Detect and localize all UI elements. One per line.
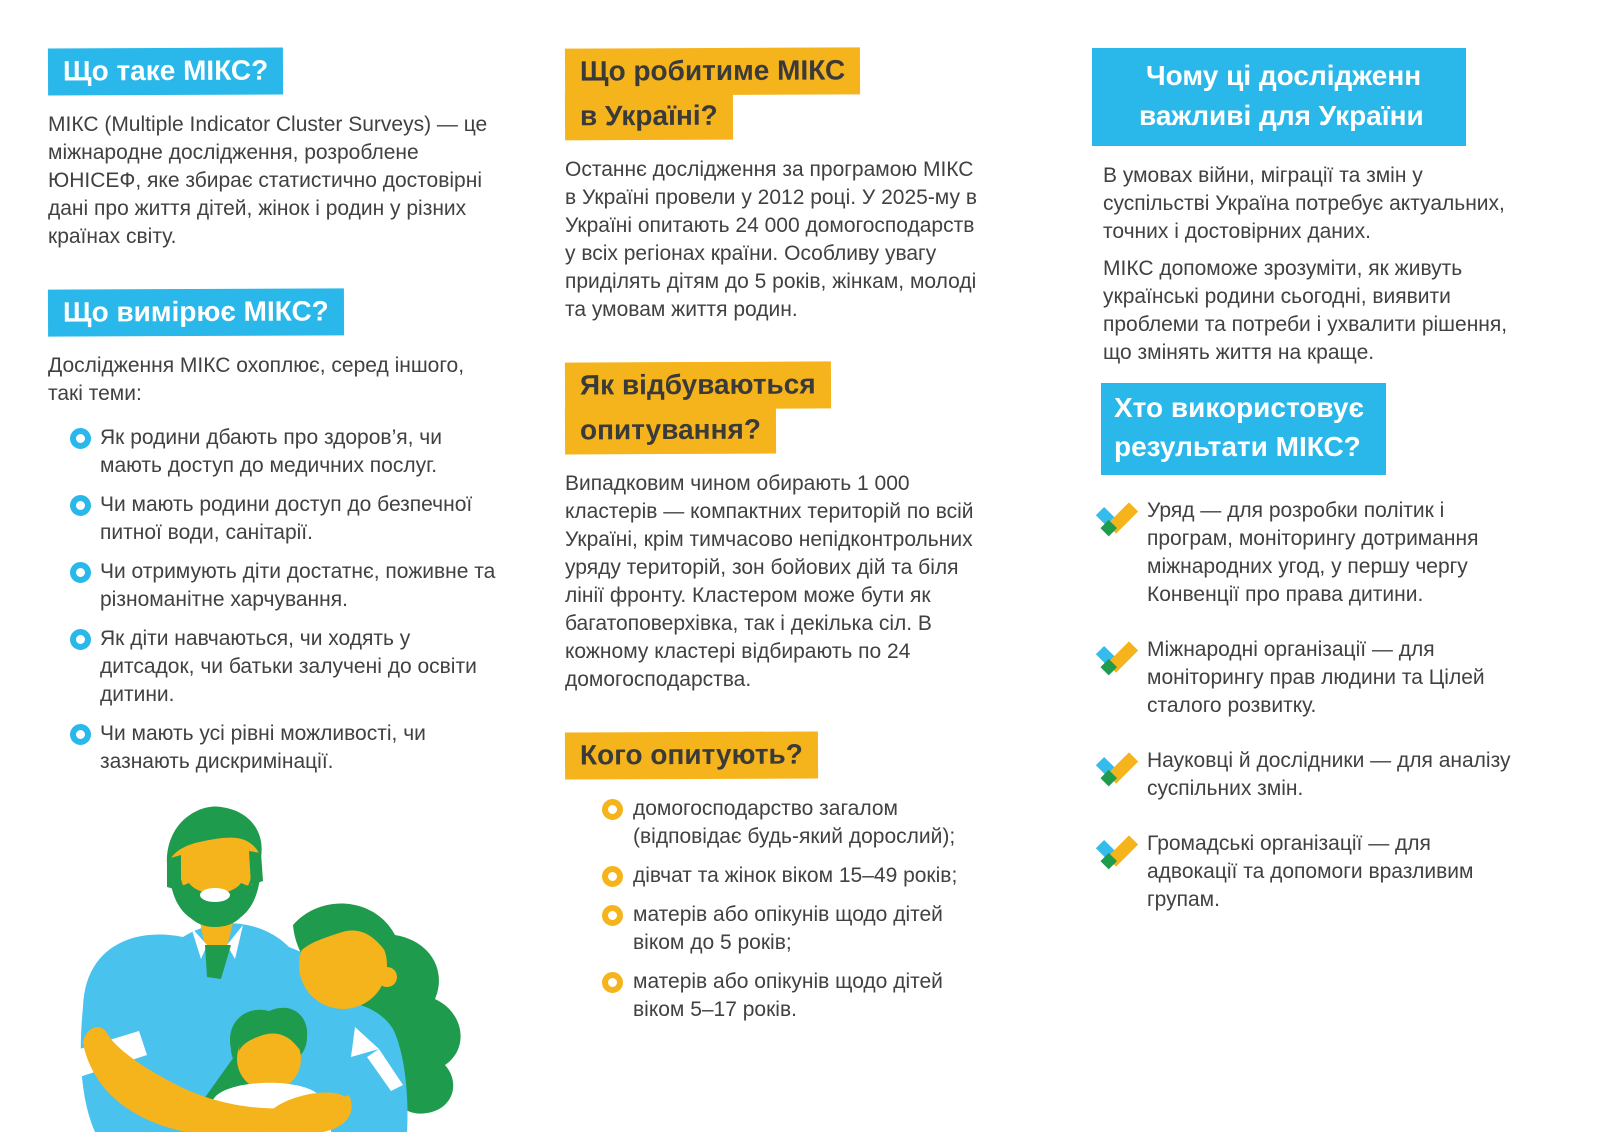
mics-in-ukraine-paragraph: Останнє дослідження за програмою МІКС в Україні провели у 2012 році. У 2025-му в Україні опитають 24 000 домогосподарств у всіх регіонах країни. Особливу увагу приділять дітям до 5 років, жінкам, молоді та умовам життя родин. xyxy=(565,158,977,322)
list-item-text: Чи мають усі рівні можливості, чи зазнають дискримінації. xyxy=(100,722,426,774)
ring-bullet-icon xyxy=(602,905,623,926)
section-title-who-is-surveyed: Кого опитують? xyxy=(565,732,818,780)
list-item-text: Науковці й дослідники — для аналізу суспільних змін. xyxy=(1147,749,1511,800)
list-item-text: Як родини дбають про здоров’я, чи мають доступ до медичних послуг. xyxy=(100,426,442,478)
list-item-text: Як діти навчаються, чи ходять у дитсадок, чи батьки залучені до освіти дитини. xyxy=(100,627,477,707)
family-hug-illustration-svg xyxy=(55,795,485,1132)
section-title-how-surveys-line1: Як відбуваються xyxy=(565,361,831,409)
list-item xyxy=(1092,830,1524,914)
ring-bullet-icon xyxy=(602,866,623,887)
ring-bullet-icon xyxy=(70,495,91,516)
two-tone-check-icon xyxy=(1094,634,1140,680)
section-title-why-important-line1: Чому ці дослідженн xyxy=(1146,60,1422,91)
section-title-who-uses-line1: Хто використовує xyxy=(1114,392,1364,423)
what-is-mics-paragraph: МІКС (Multiple Indicator Cluster Surveys) — це міжнародне дослідження, розроблене ЮНІСЕФ, яке збирає статистично достовірні дані про життя дітей, жінок і родин у різних країнах світу. xyxy=(48,113,488,249)
how-surveys-paragraph: Випадковим чином обирають 1 000 кластерів — компактних територій по всій Україні, крім тимчасово непідконтрольних уряду територій, зон бойових дій та біля лінії фронту. Кластером може бути як багатоповерхівка, так і декілька сіл. В кожному кластері відбирають по 24 домогосподарства. xyxy=(565,472,974,692)
who-is-surveyed-list xyxy=(565,795,977,1024)
ring-bullet-icon xyxy=(70,562,91,583)
list-item xyxy=(565,901,977,957)
why-important-paragraph-1: В умовах війни, міграції та змін у суспільстві Україна потребує актуальних, точних і достовірних даних. xyxy=(1103,164,1505,243)
ring-bullet-icon xyxy=(602,799,623,820)
list-item xyxy=(565,968,977,1024)
ring-bullet-icon xyxy=(70,724,91,745)
ring-bullet-icon xyxy=(70,428,91,449)
section-title-what-is-mics: Що таке МІКС? xyxy=(48,47,283,95)
list-item xyxy=(565,795,977,851)
section-title-who-uses-results xyxy=(1101,383,1386,475)
list-item xyxy=(48,558,500,614)
section-title-how-surveys-line2: опитування? xyxy=(565,407,776,455)
column-why-important xyxy=(1092,48,1524,941)
section-title-why-important xyxy=(1092,48,1466,146)
list-item xyxy=(48,424,500,480)
list-item-text: Чи мають родини доступ до безпечної питної води, санітарії. xyxy=(100,493,473,545)
list-item-text: матерів або опікунів щодо дітей віком до 5 років; xyxy=(633,903,943,955)
two-tone-check-icon xyxy=(1094,495,1140,541)
ring-bullet-icon xyxy=(602,972,623,993)
list-item xyxy=(1092,747,1524,803)
list-item-text: дівчат та жінок віком 15–49 років; xyxy=(633,864,958,888)
section-title-mics-in-ukraine-line1: Що робитиме МІКС xyxy=(565,47,860,95)
section-title-what-mics-measures: Що вимірює МІКС? xyxy=(48,288,344,336)
column-what-is-mics xyxy=(48,48,500,787)
who-uses-results-list xyxy=(1092,497,1524,914)
section-title-who-uses-line2: результати МІКС? xyxy=(1114,431,1361,462)
list-item-text: Чи отримують діти достатнє, поживне та різноманітне харчування. xyxy=(100,560,496,612)
what-mics-measures-intro: Дослідження МІКС охоплює, серед іншого, такі теми: xyxy=(48,354,465,406)
two-tone-check-icon xyxy=(1094,745,1140,791)
why-important-paragraph-2: МІКС допоможе зрозуміти, як живуть українські родини сьогодні, виявити проблеми та потреби і ухвалити рішення, що змінять життя на краще. xyxy=(1103,257,1508,364)
list-item xyxy=(565,862,977,890)
two-tone-check-icon xyxy=(1094,828,1140,874)
list-item-text: матерів або опікунів щодо дітей віком 5–17 років. xyxy=(633,970,943,1022)
list-item-text: домогосподарство загалом (відповідає будь-який дорослий); xyxy=(633,797,956,849)
list-item xyxy=(1092,636,1524,720)
list-item xyxy=(48,720,500,776)
section-title-why-important-line2: важливі для України xyxy=(1139,100,1424,131)
list-item-text: Уряд — для розробки політик і програм, моніторингу дотримання міжнародних угод, у першу чергу Конвенції про права дитини. xyxy=(1147,499,1479,606)
list-item-text: Громадські організації — для адвокації та допомоги вразливим групам. xyxy=(1147,832,1474,911)
family-hug-illustration xyxy=(55,795,485,1132)
list-item xyxy=(1092,497,1524,609)
ring-bullet-icon xyxy=(70,629,91,650)
list-item xyxy=(48,491,500,547)
list-item-text: Міжнародні організації — для моніторингу прав людини та Цілей сталого розвитку. xyxy=(1147,638,1485,717)
list-item xyxy=(48,625,500,709)
measure-topics-list xyxy=(48,424,500,776)
section-title-mics-in-ukraine-line2: в Україні? xyxy=(565,93,733,141)
column-mics-in-ukraine xyxy=(565,48,977,1035)
